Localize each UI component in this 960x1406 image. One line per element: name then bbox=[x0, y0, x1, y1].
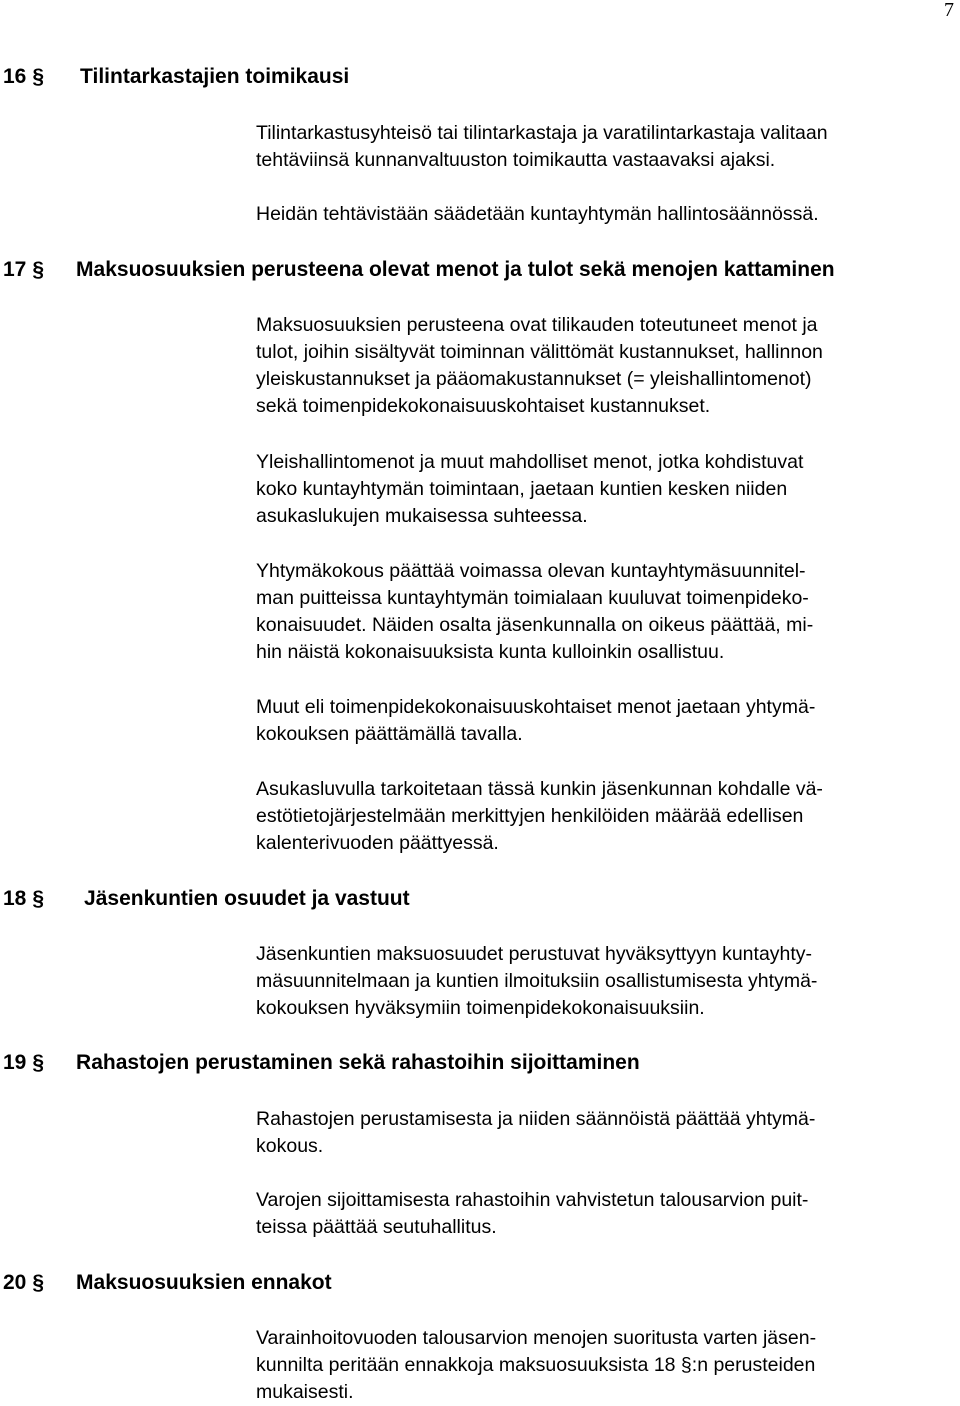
text-line: konaisuudet. Näiden osalta jäsenkunnalla on oikeus päättää, mi- bbox=[256, 614, 814, 636]
section-17-paragraph-5 bbox=[256, 776, 946, 857]
text-line: kokouksen hyväksymiin toimenpidekokonaisuuksiin. bbox=[256, 997, 705, 1019]
section-symbol: § bbox=[32, 1051, 45, 1074]
text-line: Varainhoitovuoden talousarvion menojen suoritusta varten jäsen- bbox=[256, 1327, 817, 1349]
section-19-paragraph-2 bbox=[256, 1187, 946, 1241]
text-line: asukaslukujen mukaisessa suhteessa. bbox=[256, 505, 588, 527]
section-title: Rahastojen perustaminen sekä rahastoihin sijoittaminen bbox=[76, 1051, 640, 1074]
section-symbol: § bbox=[32, 887, 45, 910]
section-17-paragraph-3 bbox=[256, 558, 946, 666]
section-19-paragraph-1 bbox=[256, 1106, 946, 1160]
text-line: kokouksen päättämällä tavalla. bbox=[256, 723, 523, 745]
text-line: Jäsenkuntien maksuosuudet perustuvat hyväksyttyyn kuntayhty- bbox=[256, 943, 813, 965]
text-line: Rahastojen perustamisesta ja niiden säännöistä päättää yhtymä- bbox=[256, 1108, 816, 1130]
text-line: Maksuosuuksien perusteena ovat tilikauden toteutuneet menot ja bbox=[256, 314, 818, 336]
section-number: 16 bbox=[3, 65, 27, 88]
section-17-paragraph-1 bbox=[256, 312, 946, 420]
section-number: 17 bbox=[3, 258, 27, 281]
section-19-heading bbox=[3, 1050, 640, 1076]
section-symbol: § bbox=[32, 1271, 45, 1294]
text-line: hin näistä kokonaisuuksista kunta kulloinkin osallistuu. bbox=[256, 641, 725, 663]
text-line: estötietojärjestelmään merkittyjen henkilöiden määrää edellisen bbox=[256, 805, 804, 827]
section-16-heading bbox=[3, 64, 349, 90]
text-line: Varojen sijoittamisesta rahastoihin vahvistetun talousarvion puit- bbox=[256, 1189, 809, 1211]
text-line: koko kuntayhtymän toimintaan, jaetaan kuntien kesken niiden bbox=[256, 478, 788, 500]
section-18-heading bbox=[3, 886, 410, 912]
section-number: 19 bbox=[3, 1051, 27, 1074]
section-symbol: § bbox=[32, 65, 45, 88]
text-line: yleiskustannukset ja pääomakustannukset (= yleishallintomenot) bbox=[256, 368, 812, 390]
text-line: Asukasluvulla tarkoitetaan tässä kunkin jäsenkunnan kohdalle vä- bbox=[256, 778, 823, 800]
text-line: Tilintarkastusyhteisö tai tilintarkastaja ja varatilintarkastaja valitaan bbox=[256, 122, 828, 144]
section-17-paragraph-2 bbox=[256, 449, 946, 530]
text-line: man puitteissa kuntayhtymän toimialaan kuuluvat toimenpideko- bbox=[256, 587, 809, 609]
text-line: kalenterivuoden päättyessä. bbox=[256, 832, 499, 854]
section-symbol: § bbox=[32, 258, 45, 281]
section-title: Maksuosuuksien perusteena olevat menot ja tulot sekä menojen kattaminen bbox=[76, 258, 835, 281]
section-title: Jäsenkuntien osuudet ja vastuut bbox=[84, 887, 410, 910]
section-number: 18 bbox=[3, 887, 27, 910]
text-line: tehtäviinsä kunnanvaltuuston toimikautta vastaavaksi ajaksi. bbox=[256, 149, 776, 171]
text-line: Yleishallintomenot ja muut mahdolliset menot, jotka kohdistuvat bbox=[256, 451, 804, 473]
page-number: 7 bbox=[944, 0, 954, 21]
text-line: teissa päättää seutuhallitus. bbox=[256, 1216, 497, 1238]
section-16-paragraph-1 bbox=[256, 120, 946, 174]
text-line: Heidän tehtävistään säädetään kuntayhtymän hallintosäännössä. bbox=[256, 203, 819, 225]
section-title: Maksuosuuksien ennakot bbox=[76, 1271, 332, 1294]
text-line: Yhtymäkokous päättää voimassa olevan kuntayhtymäsuunnitel- bbox=[256, 560, 806, 582]
text-line: Muut eli toimenpidekokonaisuuskohtaiset menot jaetaan yhtymä- bbox=[256, 696, 816, 718]
text-line: kokous. bbox=[256, 1135, 324, 1157]
section-number: 20 bbox=[3, 1271, 27, 1294]
section-20-paragraph-1 bbox=[256, 1325, 946, 1406]
section-title: Tilintarkastajien toimikausi bbox=[80, 65, 350, 88]
text-line: mäsuunnitelmaan ja kuntien ilmoituksiin osallistumisesta yhtymä- bbox=[256, 970, 818, 992]
text-line: tulot, joihin sisältyvät toiminnan välittömät kustannukset, hallinnon bbox=[256, 341, 823, 363]
section-20-heading bbox=[3, 1270, 332, 1296]
text-line: mukaisesti. bbox=[256, 1381, 354, 1403]
section-18-paragraph-1 bbox=[256, 941, 946, 1022]
text-line: kunnilta peritään ennakkoja maksuosuuksista 18 §:n perusteiden bbox=[256, 1354, 816, 1376]
section-17-heading bbox=[3, 257, 835, 283]
section-17-paragraph-4 bbox=[256, 694, 946, 748]
section-16-paragraph-2 bbox=[256, 201, 946, 228]
text-line: sekä toimenpidekokonaisuuskohtaiset kustannukset. bbox=[256, 395, 711, 417]
